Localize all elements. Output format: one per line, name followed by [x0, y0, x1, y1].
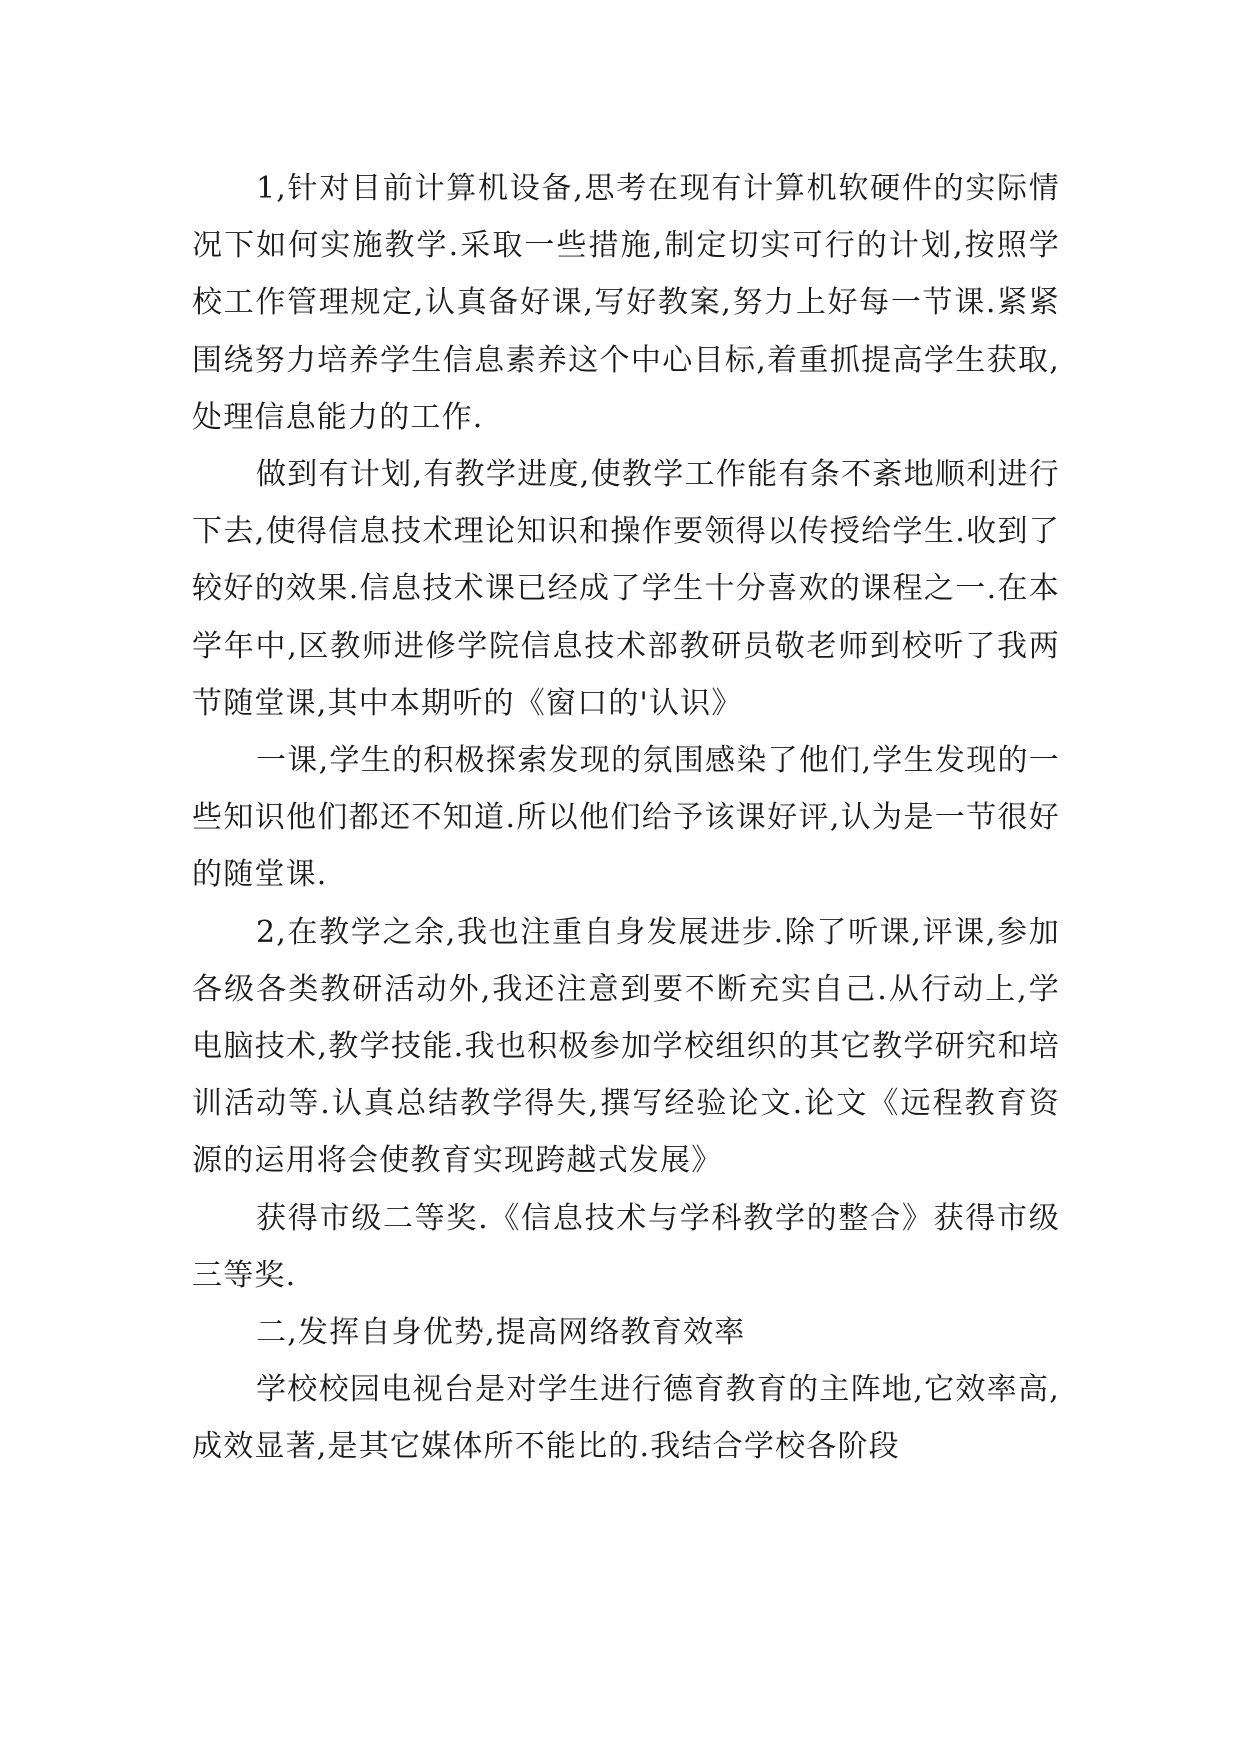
paragraph: 1,针对目前计算机设备,思考在现有计算机软硬件的实际情况下如何实施教学.采取一些措施,制定切实可行的计划,按照学校工作管理规定,认真备好课,写好教案,努力上好每一节课.紧紧围绕努力培养学生信息素养这个中心目标,着重抓提高学生获取,处理信息能力的工作. — [192, 171, 1060, 435]
paragraph: 获得市级二等奖.《信息技术与学科教学的整合》获得市级三等奖. — [192, 1200, 1060, 1293]
document-body — [192, 160, 1060, 1476]
paragraph: 2,在教学之余,我也注重自身发展进步.除了听课,评课,参加各级各类教研活动外,我还注意到要不断充实自己.从行动上,学电脑技术,教学技能.我也积极参加学校组织的其它教学研究和培训活动等.认真总结教学得失,撰写经验论文.论文《远程教育资源的运用将会使教育实现跨越式发展》 — [192, 914, 1060, 1179]
paragraph: 学校校园电视台是对学生进行德育教育的主阵地,它效率高,成效显著,是其它媒体所不能比的.我结合学校各阶段 — [192, 1372, 1060, 1465]
paragraph: 做到有计划,有教学进度,使教学工作能有条不紊地顺利进行下去,使得信息技术理论知识和操作要领得以传授给学生.收到了较好的效果.信息技术课已经成了学生十分喜欢的课程之一.在本学年中,区教师进修学院信息技术部教研员敬老师到校听了我两节随堂课,其中本期听的《窗口的'认识》 — [192, 457, 1060, 721]
paragraph: 一课,学生的积极探索发现的氛围感染了他们,学生发现的一些知识他们都还不知道.所以他们给予该课好评,认为是一节很好的随堂课. — [192, 743, 1060, 893]
section-heading: 二,发挥自身优势,提高网络教育效率 — [256, 1315, 746, 1351]
